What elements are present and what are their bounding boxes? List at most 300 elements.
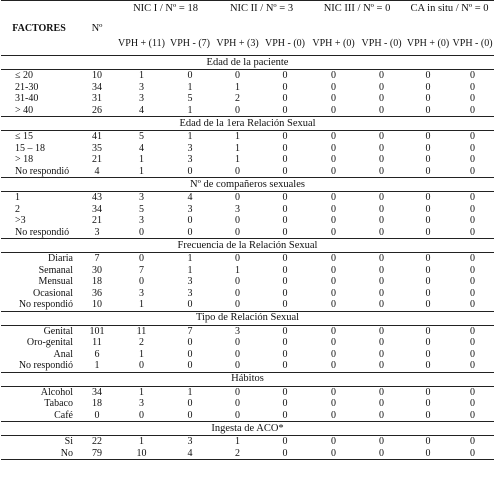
value-cell: 0	[187, 70, 193, 81]
value-cell: 0	[379, 70, 385, 81]
table-row	[1, 105, 494, 117]
value-cell: 0	[379, 203, 385, 215]
value-cell: 3	[235, 203, 241, 215]
value-cell: 0	[470, 104, 476, 116]
row-count: 18	[92, 398, 102, 409]
value-cell: 0	[379, 287, 385, 299]
value-cell: 0	[187, 409, 193, 421]
subheader-cell: VPH + (0)	[406, 37, 450, 49]
value-cell: 0	[331, 436, 337, 447]
row-label: > 18	[15, 154, 34, 165]
subheader-cell: VPH - (0)	[452, 37, 493, 49]
header-group-nic1: NIC I / Nº = 18	[117, 1, 214, 32]
value-cell: 0	[358, 448, 405, 460]
table-row	[1, 276, 494, 288]
value-cell: 0	[331, 104, 337, 116]
row-count: 36	[92, 287, 102, 299]
value-cell: 0	[235, 299, 241, 310]
row-count: 43	[92, 192, 102, 203]
value-cell: 0	[282, 325, 288, 337]
row-count: 26	[92, 104, 102, 116]
value-cell: 1	[187, 386, 193, 398]
value-cell: 0	[282, 253, 288, 264]
value-cell: 0	[235, 360, 241, 371]
value-cell: 4	[187, 192, 193, 203]
value-cell: 0	[470, 360, 476, 371]
value-cell: 0	[235, 337, 241, 348]
value-cell: 0	[282, 215, 288, 226]
value-cell: 0	[282, 70, 288, 81]
section-title: Frecuencia de la Relación Sexual	[1, 239, 494, 253]
value-cell: 0	[425, 337, 431, 348]
header-group-nic3: NIC III / Nº = 0	[309, 1, 405, 32]
value-cell: 0	[425, 142, 431, 154]
value-cell: 0	[379, 142, 385, 154]
value-cell: 0	[282, 299, 288, 310]
value-cell: 0	[425, 409, 431, 421]
value-cell: 0	[405, 448, 451, 460]
row-label: 15 – 18	[15, 142, 45, 154]
row-label: Diaria	[48, 253, 73, 264]
value-cell: 0	[282, 264, 288, 276]
header-factores: FACTORES	[1, 1, 77, 56]
value-cell: 0	[187, 215, 193, 226]
value-cell: 0	[451, 448, 494, 460]
value-cell: 0	[470, 287, 476, 299]
value-cell: 1	[139, 165, 144, 177]
table-row	[1, 253, 494, 265]
value-cell: 3	[187, 276, 193, 287]
results-table	[1, 0, 494, 460]
table-row	[1, 337, 494, 349]
value-cell: 0	[282, 203, 288, 215]
row-label: Semanal	[38, 264, 73, 276]
value-cell: 0	[379, 104, 385, 116]
row-label: No respondió	[15, 226, 70, 238]
subheader-cell: VPH + (11)	[118, 37, 165, 49]
value-cell: 0	[139, 253, 144, 264]
value-cell: 0	[331, 253, 337, 264]
value-cell: 4	[139, 142, 144, 154]
value-cell: 1	[187, 104, 193, 116]
value-cell: 3	[187, 203, 193, 215]
value-cell: 0	[425, 70, 431, 81]
value-cell: 0	[139, 409, 144, 421]
value-cell: 0	[235, 287, 241, 299]
value-cell: 0	[282, 142, 288, 154]
value-cell: 0	[331, 337, 337, 348]
section-title: Ingesta de ACO*	[1, 422, 494, 436]
value-cell: 10	[117, 448, 166, 460]
value-cell: 1	[235, 264, 241, 276]
subheader-cell: VPH + (3)	[216, 37, 259, 49]
value-cell: 0	[331, 131, 337, 142]
row-count: 22	[92, 436, 102, 447]
section-title: Edad de la paciente	[1, 56, 494, 70]
value-cell: 0	[331, 386, 337, 398]
value-cell: 0	[282, 398, 288, 409]
value-cell: 0	[379, 165, 385, 177]
value-cell: 0	[331, 165, 337, 177]
row-count: 35	[92, 142, 102, 154]
value-cell: 0	[235, 348, 241, 360]
value-cell: 0	[331, 287, 337, 299]
row-count: 34	[92, 81, 102, 93]
row-label: No respondió	[18, 360, 73, 371]
value-cell: 0	[379, 386, 385, 398]
row-count: 10	[92, 70, 102, 81]
row-label: No	[1, 448, 77, 460]
row-label: 2	[15, 203, 20, 215]
value-cell: 0	[425, 253, 431, 264]
value-cell: 0	[379, 264, 385, 276]
value-cell: 1	[235, 436, 241, 447]
value-cell: 0	[470, 154, 476, 165]
value-cell: 0	[235, 165, 241, 177]
value-cell: 0	[261, 448, 309, 460]
value-cell: 0	[139, 360, 144, 371]
value-cell: 0	[379, 131, 385, 142]
value-cell: 0	[379, 409, 385, 421]
row-label: ≤ 20	[15, 70, 33, 81]
table-row	[1, 227, 494, 239]
row-label: Ocasional	[33, 287, 73, 299]
value-cell: 3	[187, 142, 193, 154]
row-label: Tabaco	[44, 398, 73, 409]
value-cell: 0	[331, 409, 337, 421]
value-cell: 0	[425, 104, 431, 116]
value-cell: 0	[139, 226, 144, 238]
value-cell: 0	[470, 409, 476, 421]
value-cell: 0	[425, 81, 431, 93]
subheader-cell: VPH + (0)	[312, 37, 355, 49]
value-cell: 0	[282, 436, 288, 447]
row-label: Genital	[43, 325, 73, 337]
value-cell: 0	[425, 203, 431, 215]
row-count: 79	[77, 448, 117, 460]
value-cell: 3	[139, 398, 144, 409]
value-cell: 3	[139, 215, 144, 226]
value-cell: 0	[470, 398, 476, 409]
value-cell: 0	[235, 253, 241, 264]
value-cell: 2	[235, 93, 241, 104]
value-cell: 0	[235, 226, 241, 238]
value-cell: 3	[139, 93, 144, 104]
row-count: 10	[92, 299, 102, 310]
table-row	[1, 70, 494, 82]
table-row	[1, 215, 494, 227]
row-count: 18	[92, 276, 102, 287]
value-cell: 0	[470, 70, 476, 81]
value-cell: 0	[235, 104, 241, 116]
subheader-cell: VPH - (0)	[265, 37, 306, 49]
value-cell: 1	[139, 299, 144, 310]
value-cell: 1	[187, 131, 193, 142]
value-cell: 0	[425, 165, 431, 177]
table-row	[1, 299, 494, 311]
row-label: Alcohol	[40, 386, 73, 398]
value-cell: 0	[331, 142, 337, 154]
value-cell: 0	[235, 386, 241, 398]
section-title: Tipo de Relación Sexual	[1, 311, 494, 325]
row-label: > 40	[15, 104, 34, 116]
value-cell: 0	[235, 398, 241, 409]
value-cell: 0	[379, 360, 385, 371]
value-cell: 0	[379, 276, 385, 287]
value-cell: 0	[379, 436, 385, 447]
section-title: Nº de compañeros sexuales	[1, 178, 494, 192]
value-cell: 0	[470, 299, 476, 310]
row-label: 31-40	[15, 93, 39, 104]
value-cell: 0	[282, 276, 288, 287]
value-cell: 0	[331, 325, 337, 337]
table-row	[1, 166, 494, 178]
value-cell: 7	[139, 264, 144, 276]
subheader-cell: VPH - (0)	[361, 37, 402, 49]
value-cell: 0	[331, 360, 337, 371]
row-label: Café	[54, 409, 73, 421]
value-cell: 1	[139, 348, 144, 360]
section-title: Hábitos	[1, 372, 494, 386]
table-row	[1, 82, 494, 94]
value-cell: 2	[214, 448, 261, 460]
value-cell: 0	[470, 215, 476, 226]
value-cell: 0	[282, 348, 288, 360]
row-label: Oro-genital	[26, 337, 73, 348]
value-cell: 0	[379, 253, 385, 264]
value-cell: 0	[470, 226, 476, 238]
value-cell: 0	[282, 154, 288, 165]
value-cell: 1	[139, 436, 144, 447]
value-cell: 0	[379, 299, 385, 310]
value-cell: 3	[235, 325, 241, 337]
value-cell: 0	[425, 276, 431, 287]
row-label: Si	[64, 436, 73, 447]
table-row	[1, 386, 494, 398]
value-cell: 0	[425, 436, 431, 447]
value-cell: 0	[282, 93, 288, 104]
row-count: 34	[92, 203, 102, 215]
value-cell: 1	[139, 386, 144, 398]
row-count: 21	[92, 215, 102, 226]
value-cell: 0	[282, 165, 288, 177]
value-cell: 0	[470, 253, 476, 264]
header-group-ca-in-situ: CA in situ / Nº = 0	[405, 1, 494, 32]
table-row	[1, 143, 494, 155]
value-cell: 1	[235, 131, 241, 142]
value-cell: 5	[139, 131, 144, 142]
section-title: Edad de la 1era Relación Sexual	[1, 117, 494, 131]
row-count: 31	[92, 93, 102, 104]
row-label: Mensual	[38, 276, 73, 287]
value-cell: 0	[379, 81, 385, 93]
value-cell: 1	[187, 81, 193, 93]
value-cell: 0	[379, 192, 385, 203]
value-cell: 0	[470, 142, 476, 154]
header-numero: Nº	[77, 1, 117, 56]
table-row	[1, 131, 494, 143]
value-cell: 0	[470, 325, 476, 337]
row-label: No respondió	[18, 299, 73, 310]
value-cell: 0	[235, 215, 241, 226]
value-cell: 0	[282, 337, 288, 348]
table-row	[1, 154, 494, 166]
table-row	[1, 288, 494, 300]
value-cell: 0	[425, 226, 431, 238]
table-row	[1, 436, 494, 448]
row-count: 3	[94, 226, 100, 238]
table-row	[1, 192, 494, 204]
value-cell: 0	[282, 81, 288, 93]
row-count: 34	[92, 386, 102, 398]
value-cell: 0	[470, 192, 476, 203]
value-cell: 0	[425, 398, 431, 409]
value-cell: 0	[331, 154, 337, 165]
value-cell: 0	[379, 337, 385, 348]
value-cell: 1	[139, 154, 144, 165]
value-cell: 0	[331, 70, 337, 81]
value-cell: 0	[331, 299, 337, 310]
value-cell: 0	[425, 154, 431, 165]
table-row	[1, 349, 494, 361]
value-cell: 0	[470, 264, 476, 276]
row-count: 11	[92, 337, 102, 348]
value-cell: 0	[425, 215, 431, 226]
value-cell: 0	[331, 93, 337, 104]
value-cell: 0	[425, 325, 431, 337]
header-group-nic2: NIC II / Nº = 3	[214, 1, 309, 32]
value-cell: 0	[331, 226, 337, 238]
value-cell: 0	[282, 386, 288, 398]
value-cell: 5	[139, 203, 144, 215]
value-cell: 0	[331, 398, 337, 409]
value-cell: 0	[282, 360, 288, 371]
row-label: >3	[15, 215, 26, 226]
row-label: 21-30	[15, 81, 39, 93]
value-cell: 5	[187, 93, 193, 104]
value-cell: 0	[187, 360, 193, 371]
value-cell: 0	[470, 276, 476, 287]
value-cell: 0	[331, 203, 337, 215]
value-cell: 1	[187, 253, 193, 264]
value-cell: 0	[470, 165, 476, 177]
value-cell: 0	[187, 165, 193, 177]
value-cell: 0	[470, 436, 476, 447]
row-count: 30	[92, 264, 102, 276]
row-label: No respondió	[15, 165, 70, 177]
row-label: ≤ 15	[15, 131, 33, 142]
value-cell: 7	[187, 325, 193, 337]
row-count: 4	[94, 165, 100, 177]
row-count: 1	[94, 360, 100, 371]
row-count: 7	[94, 253, 100, 264]
value-cell: 0	[331, 264, 337, 276]
value-cell: 0	[187, 337, 193, 348]
value-cell: 0	[282, 104, 288, 116]
value-cell: 3	[139, 287, 144, 299]
value-cell: 0	[235, 409, 241, 421]
row-count: 101	[89, 325, 105, 337]
value-cell: 0	[282, 192, 288, 203]
value-cell: 0	[470, 348, 476, 360]
value-cell: 1	[139, 70, 144, 81]
value-cell: 0	[379, 154, 385, 165]
value-cell: 0	[187, 299, 193, 310]
value-cell: 0	[187, 348, 193, 360]
value-cell: 0	[235, 276, 241, 287]
value-cell: 11	[136, 325, 147, 337]
value-cell: 0	[470, 337, 476, 348]
value-cell: 4	[139, 104, 144, 116]
value-cell: 0	[379, 398, 385, 409]
value-cell: 0	[187, 398, 193, 409]
value-cell: 0	[470, 93, 476, 104]
table-row	[1, 265, 494, 277]
value-cell: 0	[282, 409, 288, 421]
value-cell: 0	[425, 192, 431, 203]
value-cell: 1	[235, 81, 241, 93]
row-count: 0	[94, 409, 100, 421]
subheader-cell: VPH - (7)	[170, 37, 210, 49]
value-cell: 0	[379, 226, 385, 238]
value-cell: 1	[235, 154, 241, 165]
value-cell: 0	[379, 348, 385, 360]
value-cell: 0	[309, 448, 358, 460]
value-cell: 0	[425, 348, 431, 360]
table-row	[1, 398, 494, 410]
value-cell: 3	[139, 81, 144, 93]
value-cell: 0	[470, 203, 476, 215]
value-cell: 0	[425, 287, 431, 299]
table-body	[1, 56, 494, 460]
value-cell: 3	[187, 154, 193, 165]
table-row	[1, 360, 494, 372]
value-cell: 0	[425, 264, 431, 276]
row-count: 6	[94, 348, 100, 360]
table-row	[1, 204, 494, 216]
value-cell: 0	[425, 360, 431, 371]
value-cell: 0	[425, 131, 431, 142]
value-cell: 0	[139, 276, 144, 287]
value-cell: 0	[282, 226, 288, 238]
value-cell: 0	[425, 386, 431, 398]
value-cell: 0	[425, 93, 431, 104]
value-cell: 0	[235, 70, 241, 81]
row-label: Anal	[53, 348, 73, 360]
value-cell: 0	[331, 348, 337, 360]
table-row	[1, 93, 494, 105]
value-cell: 0	[235, 192, 241, 203]
value-cell: 0	[282, 287, 288, 299]
value-cell: 4	[166, 448, 214, 460]
value-cell: 0	[379, 93, 385, 104]
value-cell: 2	[139, 337, 144, 348]
value-cell: 0	[379, 215, 385, 226]
value-cell: 0	[470, 131, 476, 142]
value-cell: 0	[331, 192, 337, 203]
value-cell: 3	[187, 287, 193, 299]
row-count: 41	[92, 131, 102, 142]
value-cell: 0	[470, 386, 476, 398]
row-count: 21	[92, 154, 102, 165]
table-row	[1, 325, 494, 337]
value-cell: 3	[187, 436, 193, 447]
value-cell: 0	[331, 215, 337, 226]
table-row	[1, 448, 494, 460]
table-row	[1, 410, 494, 422]
value-cell: 0	[282, 131, 288, 142]
value-cell: 0	[470, 81, 476, 93]
